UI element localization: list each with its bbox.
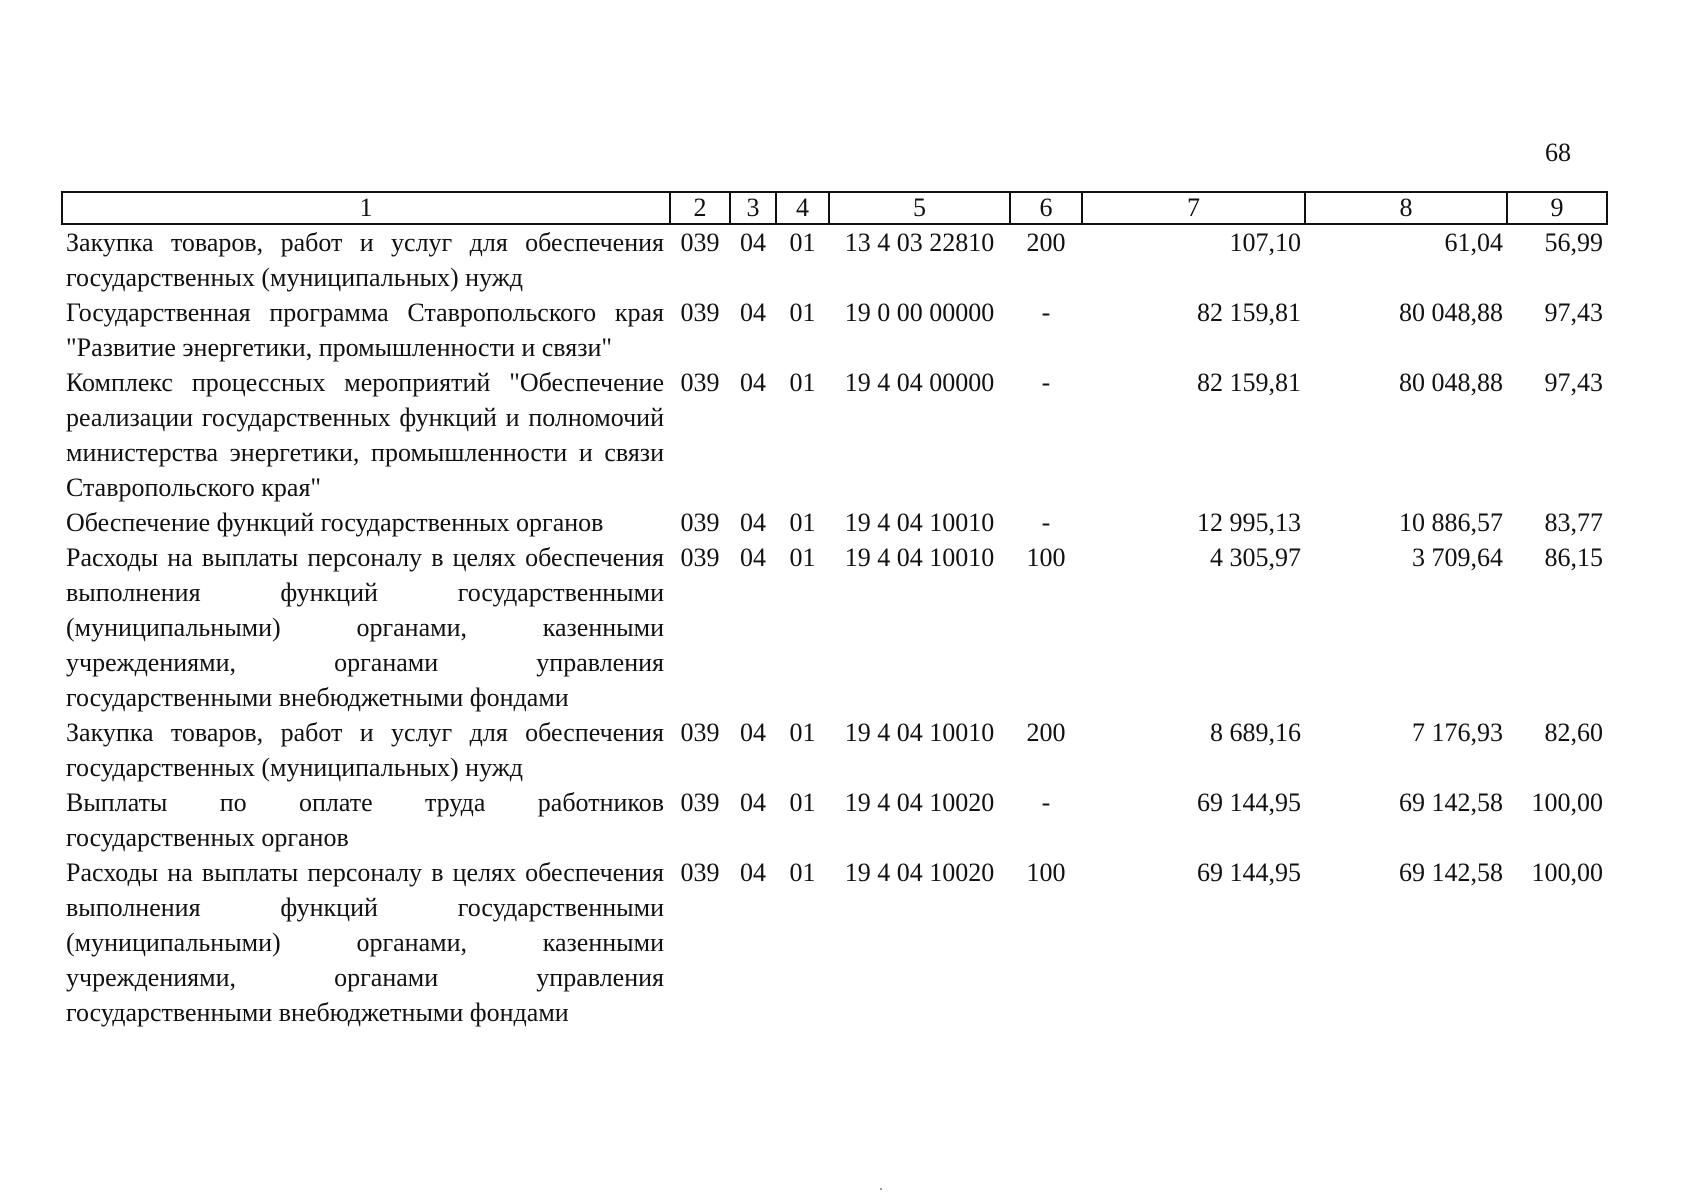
row-expense-type: - <box>1041 508 1051 537</box>
row-section-code: 04 <box>740 858 766 887</box>
row-section-code: 04 <box>740 718 766 747</box>
row-section-code: 04 <box>740 368 766 397</box>
row-ministry-code: 039 <box>680 228 720 257</box>
table-row <box>62 505 1607 540</box>
row-subsection-code: 01 <box>789 368 816 397</box>
table-row <box>62 295 1607 365</box>
page-number: 68 <box>1545 138 1571 167</box>
row-name: Государственная программа Ставропольского края "Развитие энергетики, промышленности и связи" <box>66 298 664 362</box>
header-col-9: 9 <box>1507 192 1607 224</box>
table-row <box>62 855 1607 1030</box>
row-ministry-code: 039 <box>680 298 720 327</box>
row-ministry-code: 039 <box>680 543 720 572</box>
row-planned-amount: 12 995,13 <box>1197 508 1301 537</box>
row-target-article: 19 4 04 10010 <box>844 508 995 537</box>
row-name: Закупка товаров, работ и услуг для обеспечения государственных (муниципальных) нужд <box>66 718 664 782</box>
row-planned-amount: 82 159,81 <box>1197 368 1301 397</box>
row-planned-amount: 4 305,97 <box>1210 543 1301 572</box>
row-ministry-code: 039 <box>680 508 720 537</box>
row-expense-type: 200 <box>1026 228 1066 257</box>
row-expense-type: 200 <box>1026 718 1066 747</box>
row-target-article: 19 4 04 10010 <box>844 543 995 572</box>
row-execution-percent: 100,00 <box>1531 788 1603 817</box>
row-name: Закупка товаров, работ и услуг для обеспечения государственных (муниципальных) нужд <box>66 228 664 292</box>
row-execution-percent: 83,77 <box>1544 508 1603 537</box>
row-expense-type: 100 <box>1026 858 1066 887</box>
row-executed-amount: 7 176,93 <box>1412 718 1503 747</box>
budget-table <box>61 191 1608 1030</box>
row-ministry-code: 039 <box>680 718 720 747</box>
row-subsection-code: 01 <box>789 718 816 747</box>
header-col-8: 8 <box>1305 192 1507 224</box>
row-subsection-code: 01 <box>789 228 816 257</box>
row-planned-amount: 69 144,95 <box>1197 858 1301 887</box>
row-target-article: 19 4 04 10020 <box>844 858 995 887</box>
header-col-2: 2 <box>670 192 730 224</box>
row-section-code: 04 <box>740 298 766 327</box>
row-executed-amount: 10 886,57 <box>1399 508 1503 537</box>
row-ministry-code: 039 <box>680 788 720 817</box>
row-subsection-code: 01 <box>789 298 816 327</box>
row-executed-amount: 80 048,88 <box>1399 368 1503 397</box>
row-expense-type: - <box>1041 788 1051 817</box>
table-row <box>62 785 1607 855</box>
row-planned-amount: 107,10 <box>1229 228 1301 257</box>
header-row <box>62 192 1607 224</box>
header-col-7: 7 <box>1082 192 1305 224</box>
row-section-code: 04 <box>740 543 766 572</box>
row-execution-percent: 97,43 <box>1544 298 1603 327</box>
table-row <box>62 715 1607 785</box>
row-name: Расходы на выплаты персоналу в целях обеспечения выполнения функций государственными (муниципальными) органами, казенными учреждениями, органами управления государственными внебюджетными фондами <box>66 543 664 712</box>
table-header <box>62 192 1607 224</box>
row-subsection-code: 01 <box>789 543 816 572</box>
row-planned-amount: 82 159,81 <box>1197 298 1301 327</box>
row-executed-amount: 80 048,88 <box>1399 298 1503 327</box>
row-execution-percent: 100,00 <box>1531 858 1603 887</box>
row-planned-amount: 8 689,16 <box>1210 718 1301 747</box>
row-executed-amount: 3 709,64 <box>1412 543 1503 572</box>
row-target-article: 19 4 04 10010 <box>844 718 995 747</box>
row-target-article: 19 0 00 00000 <box>844 298 995 327</box>
header-col-6: 6 <box>1010 192 1082 224</box>
table-row <box>62 540 1607 715</box>
row-ministry-code: 039 <box>680 858 720 887</box>
row-ministry-code: 039 <box>680 368 720 397</box>
row-name: Обеспечение функций государственных органов <box>66 508 604 537</box>
row-name: Выплаты по оплате труда работников государственных органов <box>66 788 664 852</box>
row-expense-type: - <box>1041 298 1051 327</box>
row-subsection-code: 01 <box>789 788 816 817</box>
row-name: Расходы на выплаты персоналу в целях обеспечения выполнения функций государственными (муниципальными) органами, казенными учреждениями, органами управления государственными внебюджетными фондами <box>66 858 664 1027</box>
row-expense-type: 100 <box>1026 543 1066 572</box>
row-expense-type: - <box>1041 368 1051 397</box>
row-target-article: 19 4 04 00000 <box>844 368 995 397</box>
header-col-3: 3 <box>730 192 776 224</box>
row-target-article: 13 4 03 22810 <box>844 228 995 257</box>
row-executed-amount: 61,04 <box>1444 228 1503 257</box>
table-body <box>62 224 1607 1030</box>
row-planned-amount: 69 144,95 <box>1197 788 1301 817</box>
scan-artifact <box>880 1188 882 1190</box>
row-target-article: 19 4 04 10020 <box>844 788 995 817</box>
header-col-4: 4 <box>776 192 829 224</box>
row-execution-percent: 86,15 <box>1544 543 1603 572</box>
row-subsection-code: 01 <box>789 858 816 887</box>
row-name: Комплекс процессных мероприятий "Обеспечение реализации государственных функций и полномочий министерства энергетики, промышленности и связи Ставропольского края" <box>66 368 664 502</box>
row-section-code: 04 <box>740 788 766 817</box>
row-section-code: 04 <box>740 508 766 537</box>
row-section-code: 04 <box>740 228 766 257</box>
row-subsection-code: 01 <box>789 508 816 537</box>
table-row <box>62 365 1607 505</box>
table-row <box>62 224 1607 295</box>
header-col-1: 1 <box>62 192 670 224</box>
row-executed-amount: 69 142,58 <box>1399 858 1503 887</box>
row-execution-percent: 97,43 <box>1544 368 1603 397</box>
row-executed-amount: 69 142,58 <box>1399 788 1503 817</box>
row-execution-percent: 82,60 <box>1544 718 1603 747</box>
header-col-5: 5 <box>829 192 1010 224</box>
row-execution-percent: 56,99 <box>1544 228 1603 257</box>
